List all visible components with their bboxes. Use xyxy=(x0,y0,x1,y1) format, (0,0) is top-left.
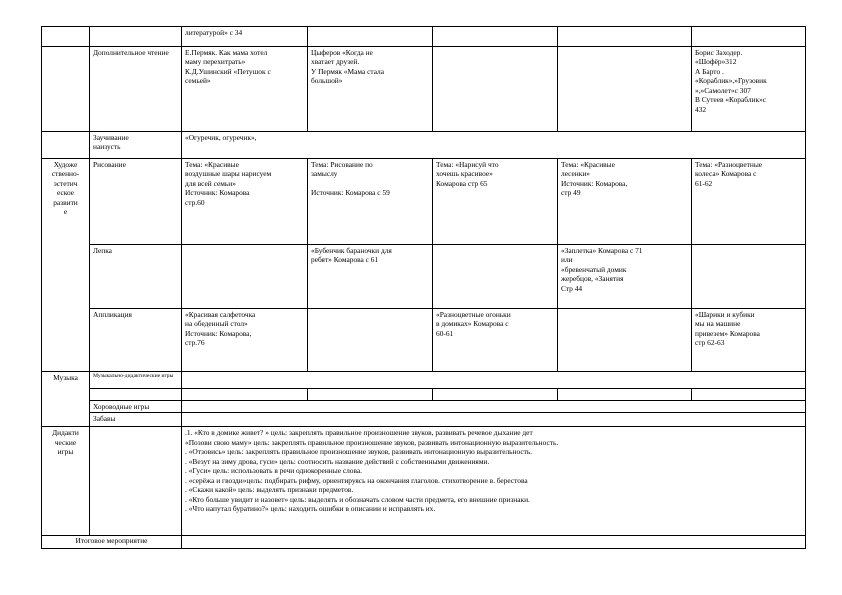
list-item: . «Что напутал буратино?» цель: находить ошибки в описании и исправлять их. xyxy=(185,504,436,514)
row-label-final-event: Итоговое мероприятие xyxy=(42,536,182,549)
table-row xyxy=(42,27,806,47)
cell: Тема: «Нарисуй что хочешь красивое» Комарова стр 65 xyxy=(433,159,558,245)
cell xyxy=(433,47,558,132)
list-item: . «Везут на зиму дрова, гуси» цель: соотносить название действий с собственными движениями. xyxy=(185,456,490,466)
row-label-modeling: Лепка xyxy=(90,245,182,309)
list-item: . «серёжа и гвозди»цель: подбирать рифму, ориентируясь на окончания глаголов. стихотворение в. берестова xyxy=(185,475,528,485)
list-item: . «Отзовись» цель: закреплять правильное произношение звуков, развивать интонационную выразительность. xyxy=(185,447,533,457)
row-label-applique: Аппликация xyxy=(90,309,182,372)
table-row xyxy=(42,401,806,413)
row-label-extra-reading: Дополнительное чтение xyxy=(90,47,182,132)
cell xyxy=(433,27,558,47)
cell xyxy=(692,389,806,401)
table-row xyxy=(42,413,806,427)
cell xyxy=(90,27,182,47)
cell: Тема: «Красивые воздушные шары нарисуем для всей семьи» Источник: Комарова стр.60 xyxy=(182,159,308,245)
cell xyxy=(433,389,558,401)
cell: «Шарики и кубики мы на машине привезем» Комарова стр 62-63 xyxy=(692,309,806,372)
didactic-games-list xyxy=(182,427,806,536)
cell xyxy=(558,309,692,372)
cell xyxy=(182,372,806,389)
cell xyxy=(182,245,308,309)
cell: «Огуречик, огуречик», xyxy=(182,132,806,159)
cell xyxy=(308,389,433,401)
section-label-art: Художе ственно- эстетич еское развити е xyxy=(42,159,90,372)
list-item: «Позови свою маму» цель: закреплять правильное произношение звуков, развивать интонационную выразительность. xyxy=(185,437,559,447)
table-row xyxy=(42,536,806,549)
section-label-didactic: Дидакти ческие игры xyxy=(42,427,90,536)
cell: Тема: «Разноцветные колеса» Комарова с 61-62 xyxy=(692,159,806,245)
list-item: . «Скажи какой» цель: выделять признаки предметов. xyxy=(185,485,354,495)
cell: Тема: Рисование по замыслу Источник: Комарова с 59 xyxy=(308,159,433,245)
cell: литературой» с 34 xyxy=(182,27,308,47)
cell xyxy=(90,427,182,536)
cell: «Разноцветные огоньки в домиках» Комарова с 60-61 xyxy=(433,309,558,372)
table-row xyxy=(42,372,806,389)
cell xyxy=(558,389,692,401)
row-label-amusements: Забавы xyxy=(90,413,182,427)
list-item: .1. «Кто в домике живет? » цель: закреплять правильное произношение звуков, развивать речевое дыхание дет xyxy=(185,428,533,438)
cell: Борис Заходер. «Шофёр»312 А Барто . «Кораблик»,»Грузовик »,»Самолет»с 307 В Сутеев «Кораблик»с 432 xyxy=(692,47,806,132)
cell xyxy=(42,27,90,47)
cell: «Заплетка» Комарова с 71 или «бревенчатый домик жеребцов, «Занятия Стр 44 xyxy=(558,245,692,309)
cell xyxy=(308,309,433,372)
row-label-music-games: Музыкально-дидактические игры xyxy=(90,372,182,389)
cell xyxy=(182,413,806,427)
cell xyxy=(433,245,558,309)
cell xyxy=(692,245,806,309)
cell xyxy=(308,27,433,47)
cell xyxy=(182,536,806,549)
cell xyxy=(558,47,692,132)
row-label-memorize: Заучивание наизусть xyxy=(90,132,182,159)
table-row xyxy=(42,427,806,536)
table-row xyxy=(42,309,806,372)
list-item: . «Гуси» цель: использовать в речи однокоренные слова. xyxy=(185,466,363,476)
row-label-empty xyxy=(90,389,182,401)
table-row xyxy=(42,159,806,245)
cell xyxy=(558,27,692,47)
table-row xyxy=(42,132,806,159)
cell: «Красивая салфеточка на обеденный стол» Источник: Комарова, стр.76 xyxy=(182,309,308,372)
lesson-plan-table xyxy=(41,26,806,549)
cell xyxy=(42,47,90,132)
cell xyxy=(182,389,308,401)
row-label-round-dance: Хороводные игры xyxy=(90,401,182,413)
cell: «Бубенчик бараночки для ребят» Комарова с 61 xyxy=(308,245,433,309)
cell: Е.Пермяк. Как мама хотел маму перехитрать» К.Д.Ушинский «Петушок с семьей» xyxy=(182,47,308,132)
table-row xyxy=(42,245,806,309)
section-label-music: Музыка xyxy=(42,372,90,427)
table-row xyxy=(42,47,806,132)
row-label-drawing: Рисование xyxy=(90,159,182,245)
cell: Цыферов «Когда не хватает друзей. У Пермяк «Мама стала большой» xyxy=(308,47,433,132)
cell: Тема: «Красивые лесенки» Источник: Комарова, стр 49 xyxy=(558,159,692,245)
cell xyxy=(692,27,806,47)
list-item: . «Кто больше увидит и назовет» цель: выделять и обозначать словом части предмета, его внешние признаки. xyxy=(185,494,530,504)
cell xyxy=(182,401,806,413)
cell xyxy=(42,132,90,159)
table-row xyxy=(42,389,806,401)
